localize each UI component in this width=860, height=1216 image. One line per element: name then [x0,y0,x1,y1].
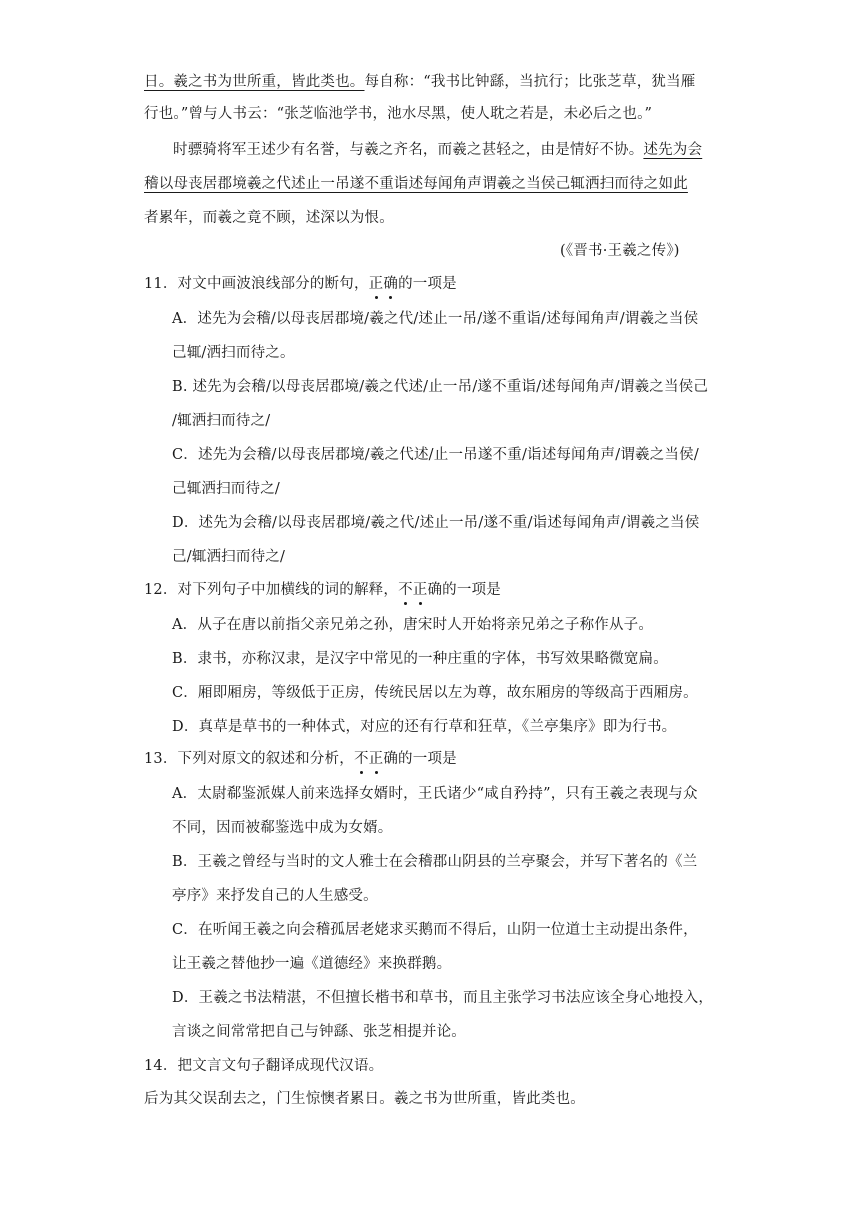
q13-option-b: B．王羲之曾经与当时的文人雅士在会稽郡山阴县的兰亭聚会，并写下著名的《兰 [172,854,698,870]
question-14-sentence: 后为其父误刮去之，门生惊懊者累日。羲之书为世所重，皆此类也。 [144,1091,585,1107]
passage-line-3: 时骠骑将军王述少有名誉，与羲之齐名，而羲之甚轻之，由是情好不协。述先为会 [173,142,703,158]
underlined-sentence: 日。羲之书为世所重，皆此类也。 [144,74,365,90]
q13-option-a-cont: 不同，因而被郗鉴选中成为女婿。 [172,820,393,836]
question-11-stem: 11．对文中画波浪线部分的断句，正确的一项是 [144,276,457,292]
emphasis-dot: 不 [398,582,413,598]
q13-option-c-cont: 让王羲之替他抄一遍《道德经》来换群鹅。 [172,956,452,972]
q13-option-a: A．太尉郗鉴派媒人前来选择女婿时，王氏诸少“咸自矜持”，只有王羲之表现与众 [172,786,698,802]
q11-option-d: D．述先为会稽/以母丧居郡境/羲之代/述止一吊/遂不重/诣述每闻角声/谓羲之当侯 [172,515,700,531]
emphasis-dot: 正 [412,582,428,598]
question-14-stem: 14．把文言文句子翻译成现代汉语。 [144,1058,384,1074]
wavy-underlined-text: 稽以母丧居郡境羲之代述止一吊遂不重诣述每闻角声谓羲之当侯己辄洒扫而待之如此 [144,176,688,192]
passage-source: (《晋书·王羲之传》) [560,243,680,259]
q12-option-d: D．真草是草书的一种体式，对应的还有行草和狂草，《兰亭集序》即为行书。 [172,719,677,735]
q12-option-c: C．厢即厢房，等级低于正房，传统民居以左为尊，故东厢房的等级高于西厢房。 [172,685,698,701]
q11-option-d-cont: 己/辄洒扫而待之/ [172,549,286,565]
question-12-stem: 12．对下列句子中加横线的词的解释，不正确的一项是 [144,582,501,598]
passage-line-4 [144,174,688,194]
emphasis-dot: 不 [353,751,369,767]
q12-option-a: A．从子在唐以前指父亲兄弟之孙，唐宋时人开始将亲兄弟之子称作从子。 [172,617,654,633]
q13-option-d: D．王羲之书法精湛，不但擅长楷书和草书，而且主张学习书法应该全身心地投入， [172,990,714,1006]
q11-option-a-cont: 己辄/洒扫而待之。 [172,345,295,361]
passage-line-1 [144,72,696,92]
q11-option-a: A．述先为会稽/以母丧居郡境/羲之代/述止一吊/遂不重诣/述每闻角声/谓羲之当侯 [172,311,699,327]
q11-option-c-cont: 己辄洒扫而待之/ [172,481,280,497]
passage-line-5: 者累年，而羲之竟不顾，述深以为恨。 [144,210,394,226]
passage-text: 每自称：“我书比钟繇，当抗行；比张芝草，犹当雁 [364,74,696,90]
emphasis-dot: 确 [383,276,399,292]
q11-option-b-cont: /辄洒扫而待之/ [172,413,271,429]
q13-option-c: C．在听闻王羲之向会稽孤居老姥求买鹅而不得后，山阴一位道士主动提出条件， [172,922,698,938]
emphasis-dot: 正 [368,276,384,292]
emphasis-dot: 正 [368,751,384,767]
q11-option-b: B. 述先为会稽/以母丧居郡境/羲之代述/止一吊/遂不重诣/述每闻角声/谓羲之当侯己 [172,379,709,395]
passage-line-2: 行也。”曾与人书云：“张芝临池学书，池水尽黑，使人耽之若是，未必后之也。” [144,106,653,122]
question-13-stem: 13．下列对原文的叙述和分析，不正确的一项是 [144,751,457,767]
q13-option-b-cont: 亭序》来抒发自己的人生感受。 [172,888,378,904]
wavy-underlined-text: 述先为会 [643,142,703,158]
q13-option-d-cont: 言谈之间常常把自己与钟繇、张芝相提并论。 [172,1024,466,1040]
q12-option-b: B．隶书，亦称汉隶，是汉字中常见的一种庄重的字体，书写效果略微宽扁。 [172,651,668,667]
q11-option-c: C．述先为会稽/以母丧居郡境/羲之代述/止一吊遂不重/诣述每闻角声/谓羲之当侯/ [172,447,699,463]
